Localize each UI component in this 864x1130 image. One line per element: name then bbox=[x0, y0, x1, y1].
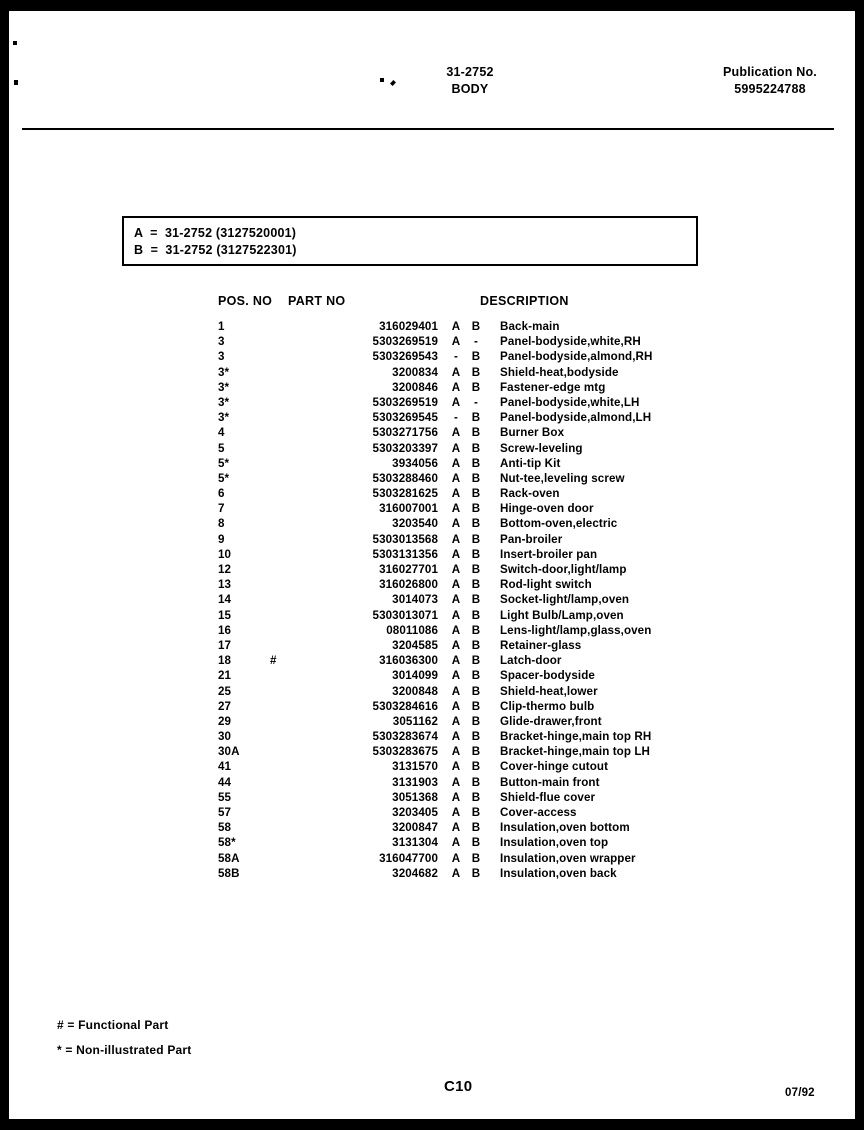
cell-variant-a: A bbox=[451, 730, 461, 744]
cell-variant-a: A bbox=[451, 547, 461, 561]
table-row bbox=[218, 730, 678, 745]
section-title: BODY bbox=[451, 82, 489, 96]
cell-variant-a: A bbox=[451, 487, 461, 501]
cell-variant-a: A bbox=[451, 821, 461, 835]
cell-variant-b: B bbox=[471, 730, 481, 744]
cell-variant-a: A bbox=[451, 395, 461, 409]
table-row bbox=[218, 791, 678, 806]
page-title-block bbox=[400, 64, 540, 98]
cell-variant-a: A bbox=[451, 790, 461, 804]
cell-description: Retainer-glass bbox=[500, 638, 582, 652]
table-row bbox=[218, 517, 678, 532]
table-row bbox=[218, 654, 678, 669]
cell-part-no: 3934056 bbox=[392, 456, 438, 470]
cell-variant-a: A bbox=[451, 517, 461, 531]
cell-variant-b: B bbox=[471, 487, 481, 501]
cell-pos-no: 21 bbox=[218, 669, 232, 683]
cell-description: Glide-drawer,front bbox=[500, 714, 602, 728]
cell-variant-a: A bbox=[451, 699, 461, 713]
cell-variant-b: B bbox=[471, 608, 481, 622]
cell-pos-no: 16 bbox=[218, 623, 232, 637]
cell-variant-b: B bbox=[471, 836, 481, 850]
cell-pos-no: 44 bbox=[218, 775, 232, 789]
cell-part-no: 3131903 bbox=[392, 775, 438, 789]
cell-part-no: 3200847 bbox=[392, 821, 438, 835]
cell-pos-no: 58A bbox=[218, 851, 240, 865]
table-row bbox=[218, 320, 678, 335]
cell-pos-no: 3* bbox=[218, 380, 230, 394]
scan-artifact-speck bbox=[14, 80, 18, 85]
cell-variant-b: B bbox=[471, 699, 481, 713]
cell-variant-a: A bbox=[451, 563, 461, 576]
cell-pos-no: 25 bbox=[218, 684, 232, 698]
cell-part-no: 3051368 bbox=[392, 790, 438, 804]
cell-variant-b: B bbox=[471, 623, 481, 637]
cell-variant-a: A bbox=[451, 502, 461, 516]
cell-description: Latch-door bbox=[500, 654, 562, 668]
cell-part-no: 5303131356 bbox=[372, 547, 438, 561]
table-row bbox=[218, 366, 678, 381]
cell-description: Cover-access bbox=[500, 806, 577, 819]
cell-part-no: 08011086 bbox=[386, 623, 438, 637]
cell-pos-no: 58 bbox=[218, 821, 232, 835]
cell-part-no: 5303271756 bbox=[372, 426, 438, 440]
table-row bbox=[218, 350, 678, 365]
cell-pos-no: 9 bbox=[218, 532, 225, 546]
cell-variant-a: A bbox=[451, 380, 461, 394]
table-row bbox=[218, 426, 678, 441]
cell-variant-b: B bbox=[471, 471, 481, 485]
cell-part-no: 3204682 bbox=[392, 866, 438, 880]
cell-variant-a: A bbox=[451, 638, 461, 652]
table-row bbox=[218, 836, 678, 851]
legend-line-a: A = 31-2752 (3127520001) bbox=[134, 226, 297, 240]
cell-variant-a: A bbox=[451, 654, 461, 668]
cell-part-no: 316007001 bbox=[379, 502, 438, 516]
scan-artifact-speck bbox=[390, 80, 396, 86]
cell-pos-no: 3 bbox=[218, 350, 225, 364]
cell-pos-no: 17 bbox=[218, 638, 232, 652]
cell-variant-b: B bbox=[471, 350, 481, 364]
table-row bbox=[218, 639, 678, 654]
cell-part-no: 316026800 bbox=[379, 578, 438, 592]
cell-part-no: 3200846 bbox=[392, 380, 438, 394]
cell-part-no: 3200834 bbox=[392, 365, 438, 379]
cell-variant-b: B bbox=[471, 426, 481, 440]
table-row bbox=[218, 852, 678, 867]
cell-pos-no: 6 bbox=[218, 487, 225, 501]
cell-pos-no: 5* bbox=[218, 471, 230, 485]
cell-description: Bottom-oven,electric bbox=[500, 517, 618, 531]
cell-part-no: 3204585 bbox=[392, 638, 438, 652]
cell-variant-b: B bbox=[471, 638, 481, 652]
table-row bbox=[218, 760, 678, 775]
cell-part-no: 3014073 bbox=[392, 593, 438, 607]
page-border-right bbox=[855, 0, 864, 1130]
cell-variant-b: B bbox=[471, 821, 481, 835]
cell-pos-no: 5 bbox=[218, 441, 225, 455]
variant-legend-box bbox=[122, 216, 698, 266]
cell-pos-no: 4 bbox=[218, 426, 225, 440]
cell-pos-no: 3* bbox=[218, 395, 230, 409]
cell-variant-a: A bbox=[451, 745, 461, 759]
cell-variant-b: B bbox=[471, 760, 481, 774]
cell-part-no: 3014099 bbox=[392, 669, 438, 683]
table-row bbox=[218, 821, 678, 836]
cell-variant-b: B bbox=[471, 411, 481, 425]
cell-variant-b: B bbox=[471, 790, 481, 804]
cell-variant-b: B bbox=[471, 365, 481, 379]
cell-description: Bracket-hinge,main top LH bbox=[500, 745, 651, 759]
model-number: 31-2752 bbox=[446, 65, 494, 79]
cell-pos-no: 57 bbox=[218, 806, 232, 819]
cell-description: Screw-leveling bbox=[500, 441, 583, 455]
cell-description: Socket-light/lamp,oven bbox=[500, 593, 630, 607]
cell-pos-no: 5* bbox=[218, 456, 230, 470]
table-row bbox=[218, 335, 678, 350]
cell-description: Fastener-edge mtg bbox=[500, 380, 606, 394]
scan-artifact-speck bbox=[380, 78, 384, 82]
cell-part-no: 5303288460 bbox=[372, 471, 438, 485]
cell-description: Insulation,oven top bbox=[500, 836, 609, 850]
page-border-bottom bbox=[0, 1119, 864, 1130]
cell-variant-a: A bbox=[451, 775, 461, 789]
revision-date: 07/92 bbox=[785, 1087, 815, 1099]
cell-variant-a: A bbox=[451, 426, 461, 440]
cell-part-no: 5303283675 bbox=[372, 745, 438, 759]
cell-variant-a: A bbox=[451, 623, 461, 637]
cell-variant-b: B bbox=[471, 851, 481, 865]
table-row bbox=[218, 533, 678, 548]
cell-description: Shield-heat,lower bbox=[500, 684, 598, 698]
cell-part-no: 5303013568 bbox=[372, 532, 438, 546]
table-header-row bbox=[218, 294, 678, 320]
cell-variant-b: B bbox=[471, 866, 481, 880]
cell-variant-b: B bbox=[471, 547, 481, 561]
table-row bbox=[218, 776, 678, 791]
cell-pos-no: 58B bbox=[218, 866, 240, 880]
table-row bbox=[218, 624, 678, 639]
table-row bbox=[218, 669, 678, 684]
table-row bbox=[218, 593, 678, 608]
cell-variant-a: A bbox=[451, 456, 461, 470]
scan-artifact-speck bbox=[13, 41, 17, 45]
cell-variant-b: B bbox=[471, 517, 481, 531]
cell-pos-no: 18 bbox=[218, 654, 232, 668]
cell-variant-a: A bbox=[451, 836, 461, 850]
table-row bbox=[218, 442, 678, 457]
cell-variant-a: A bbox=[451, 578, 461, 592]
cell-part-flag: # bbox=[270, 654, 277, 668]
cell-part-no: 5303269519 bbox=[372, 395, 438, 409]
cell-description: Shield-flue cover bbox=[500, 790, 596, 804]
table-row bbox=[218, 411, 678, 426]
cell-variant-a: - bbox=[454, 350, 458, 364]
cell-variant-b: B bbox=[471, 684, 481, 698]
table-row bbox=[218, 867, 678, 882]
cell-variant-a: A bbox=[451, 532, 461, 546]
footnote-functional-part: # = Functional Part bbox=[57, 1018, 169, 1032]
cell-variant-a: A bbox=[451, 608, 461, 622]
cell-pos-no: 3* bbox=[218, 365, 230, 379]
cell-description: Insulation,oven back bbox=[500, 866, 617, 880]
table-row bbox=[218, 472, 678, 487]
cell-part-no: 3203540 bbox=[392, 517, 438, 531]
cell-pos-no: 8 bbox=[218, 517, 225, 531]
table-body bbox=[218, 320, 678, 882]
cell-part-no: 316027701 bbox=[379, 563, 438, 576]
publication-number: 5995224788 bbox=[734, 82, 806, 96]
column-header-desc: DESCRIPTION bbox=[480, 294, 569, 308]
cell-variant-a: A bbox=[451, 320, 461, 333]
cell-description: Nut-tee,leveling screw bbox=[500, 471, 625, 485]
cell-description: Burner Box bbox=[500, 426, 565, 440]
cell-part-no: 3051162 bbox=[392, 714, 438, 728]
cell-description: Rack-oven bbox=[500, 487, 560, 501]
cell-variant-a: A bbox=[451, 335, 461, 349]
cell-part-no: 5303269543 bbox=[372, 350, 438, 364]
cell-description: Pan-broiler bbox=[500, 532, 563, 546]
cell-variant-b: B bbox=[471, 654, 481, 668]
cell-description: Lens-light/lamp,glass,oven bbox=[500, 623, 652, 637]
header-divider-rule bbox=[22, 128, 834, 130]
cell-variant-a: A bbox=[451, 471, 461, 485]
cell-pos-no: 58* bbox=[218, 836, 236, 850]
cell-variant-a: A bbox=[451, 806, 461, 819]
cell-description: Button-main front bbox=[500, 775, 600, 789]
cell-description: Panel-bodyside,white,LH bbox=[500, 395, 640, 409]
cell-pos-no: 14 bbox=[218, 593, 232, 607]
cell-description: Light Bulb/Lamp,oven bbox=[500, 608, 624, 622]
footnote-non-illustrated-part: * = Non-illustrated Part bbox=[57, 1043, 192, 1057]
cell-variant-a: A bbox=[451, 441, 461, 455]
cell-description: Anti-tip Kit bbox=[500, 456, 561, 470]
cell-pos-no: 12 bbox=[218, 563, 232, 576]
cell-pos-no: 7 bbox=[218, 502, 225, 516]
publication-label: Publication No. bbox=[723, 65, 817, 79]
cell-description: Back-main bbox=[500, 320, 560, 333]
cell-variant-b: B bbox=[471, 593, 481, 607]
cell-description: Rod-light switch bbox=[500, 578, 592, 592]
cell-variant-b: B bbox=[471, 669, 481, 683]
cell-pos-no: 3* bbox=[218, 411, 230, 425]
cell-variant-a: - bbox=[454, 411, 458, 425]
cell-variant-a: A bbox=[451, 851, 461, 865]
cell-description: Panel-bodyside,almond,RH bbox=[500, 350, 653, 364]
cell-pos-no: 29 bbox=[218, 714, 232, 728]
table-row bbox=[218, 457, 678, 472]
parts-table bbox=[218, 294, 678, 882]
cell-description: Switch-door,light/lamp bbox=[500, 563, 627, 576]
legend-line-b: B = 31-2752 (3127522301) bbox=[134, 243, 297, 257]
table-row bbox=[218, 745, 678, 760]
table-row bbox=[218, 715, 678, 730]
cell-part-no: 3203405 bbox=[392, 806, 438, 819]
cell-pos-no: 27 bbox=[218, 699, 232, 713]
cell-variant-b: - bbox=[474, 335, 478, 349]
column-header-pos: POS. NO bbox=[218, 294, 273, 308]
cell-description: Spacer-bodyside bbox=[500, 669, 595, 683]
cell-description: Panel-bodyside,almond,LH bbox=[500, 411, 652, 425]
cell-pos-no: 3 bbox=[218, 335, 225, 349]
cell-variant-b: B bbox=[471, 714, 481, 728]
cell-pos-no: 30 bbox=[218, 730, 232, 744]
cell-part-no: 316029401 bbox=[379, 320, 438, 333]
table-row bbox=[218, 563, 678, 578]
cell-variant-b: B bbox=[471, 320, 481, 333]
table-row bbox=[218, 548, 678, 563]
cell-part-no: 5303269519 bbox=[372, 335, 438, 349]
cell-variant-b: B bbox=[471, 441, 481, 455]
cell-variant-b: B bbox=[471, 745, 481, 759]
publication-block bbox=[690, 64, 850, 98]
table-row bbox=[218, 502, 678, 517]
table-row bbox=[218, 487, 678, 502]
cell-part-no: 5303269545 bbox=[372, 411, 438, 425]
cell-description: Insulation,oven bottom bbox=[500, 821, 630, 835]
table-row bbox=[218, 700, 678, 715]
cell-variant-b: B bbox=[471, 380, 481, 394]
cell-part-no: 5303284616 bbox=[372, 699, 438, 713]
table-row bbox=[218, 578, 678, 593]
cell-variant-b: B bbox=[471, 456, 481, 470]
cell-pos-no: 15 bbox=[218, 608, 232, 622]
page-number: C10 bbox=[444, 1078, 473, 1095]
table-row bbox=[218, 396, 678, 411]
page-border-left bbox=[0, 0, 9, 1130]
cell-variant-a: A bbox=[451, 669, 461, 683]
cell-variant-b: B bbox=[471, 775, 481, 789]
cell-description: Bracket-hinge,main top RH bbox=[500, 730, 652, 744]
cell-pos-no: 41 bbox=[218, 760, 232, 774]
cell-part-no: 316036300 bbox=[379, 654, 438, 668]
column-header-part: PART NO bbox=[288, 294, 346, 308]
cell-description: Clip-thermo bulb bbox=[500, 699, 595, 713]
cell-variant-a: A bbox=[451, 684, 461, 698]
cell-part-no: 3131570 bbox=[392, 760, 438, 774]
cell-pos-no: 1 bbox=[218, 320, 225, 333]
cell-variant-a: A bbox=[451, 714, 461, 728]
cell-variant-b: - bbox=[474, 395, 478, 409]
cell-variant-b: B bbox=[471, 806, 481, 819]
table-row bbox=[218, 609, 678, 624]
cell-pos-no: 55 bbox=[218, 790, 232, 804]
cell-part-no: 5303013071 bbox=[372, 608, 438, 622]
table-row bbox=[218, 806, 678, 821]
cell-part-no: 5303281625 bbox=[372, 487, 438, 501]
cell-variant-a: A bbox=[451, 760, 461, 774]
cell-part-no: 316047700 bbox=[379, 851, 438, 865]
cell-description: Insert-broiler pan bbox=[500, 547, 598, 561]
cell-description: Insulation,oven wrapper bbox=[500, 851, 636, 865]
cell-part-no: 5303203397 bbox=[372, 441, 438, 455]
cell-description: Cover-hinge cutout bbox=[500, 760, 609, 774]
cell-variant-b: B bbox=[471, 578, 481, 592]
cell-variant-b: B bbox=[471, 532, 481, 546]
cell-description: Hinge-oven door bbox=[500, 502, 594, 516]
cell-description: Panel-bodyside,white,RH bbox=[500, 335, 641, 349]
cell-variant-a: A bbox=[451, 365, 461, 379]
cell-pos-no: 13 bbox=[218, 578, 232, 592]
cell-pos-no: 30A bbox=[218, 745, 240, 759]
table-row bbox=[218, 381, 678, 396]
cell-pos-no: 10 bbox=[218, 547, 232, 561]
cell-variant-a: A bbox=[451, 866, 461, 880]
cell-description: Shield-heat,bodyside bbox=[500, 365, 619, 379]
cell-variant-b: B bbox=[471, 502, 481, 516]
page-border-top bbox=[0, 0, 864, 11]
cell-part-no: 3131304 bbox=[392, 836, 438, 850]
table-row bbox=[218, 685, 678, 700]
cell-variant-b: B bbox=[471, 563, 481, 576]
cell-variant-a: A bbox=[451, 593, 461, 607]
cell-part-no: 3200848 bbox=[392, 684, 438, 698]
cell-part-no: 5303283674 bbox=[372, 730, 438, 744]
